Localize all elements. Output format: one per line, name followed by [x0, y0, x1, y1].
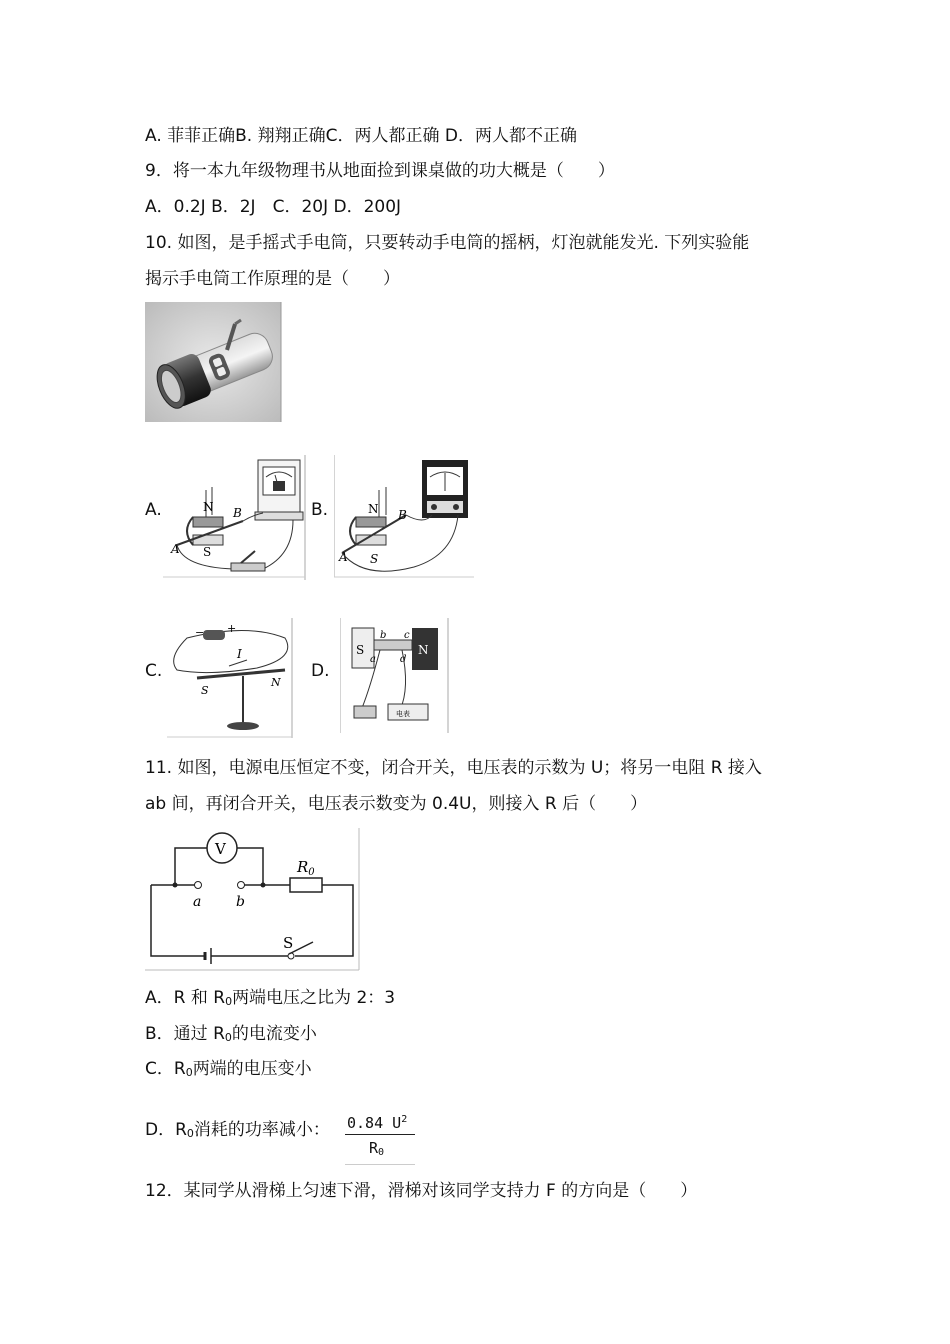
- switch-label: S: [283, 934, 294, 952]
- fig-a-a-label: A: [171, 542, 180, 556]
- q11-option-b: B．通过 $R_0$的电流变小: [145, 1024, 317, 1044]
- q10-figure-d: [340, 618, 452, 736]
- q11-option-c: C．$R_0$两端的电压变小: [145, 1059, 312, 1079]
- flashlight-image: [145, 302, 283, 422]
- q11-stem-line1: 11. 如图，电源电压恒定不变，闭合开关，电压表的示数为 U；将另一电阻 R 接入: [145, 758, 762, 778]
- fraction-denominator-sub: 0: [378, 1147, 385, 1158]
- fig-d-b-label: b: [380, 630, 387, 641]
- fig-d-n-label: N: [418, 643, 429, 657]
- q10-label-c: C.: [145, 661, 163, 681]
- fig-d-d-label: d: [400, 654, 407, 665]
- fig-c-n-label: N: [271, 676, 281, 689]
- q10-label-a: A.: [145, 500, 162, 520]
- terminal-b-label: b: [236, 894, 245, 910]
- fig-b-s-label: S: [370, 552, 379, 566]
- q11-stem-line2: ab 间，再闭合开关，电压表示数变为 0.4U，则接入 R 后（ ）: [145, 794, 648, 814]
- q11-power-fraction: [345, 1110, 419, 1166]
- q10-label-b: B.: [311, 500, 329, 520]
- fig-d-meter-label: 电表: [396, 710, 410, 718]
- svg-text:R0: [296, 858, 315, 878]
- fig-c-minus: −: [195, 626, 205, 639]
- fraction-numerator: 0.84 U: [347, 1114, 402, 1132]
- fig-a-n-label: N: [203, 500, 214, 514]
- q10-stem-line1: 10. 如图，是手摇式手电筒，只要转动手电筒的摇柄，灯泡就能发光. 下列实验能: [145, 233, 750, 253]
- q10-figure-a: [163, 455, 308, 580]
- q10-figure-c: [167, 618, 295, 740]
- terminal-a-label: a: [193, 894, 202, 910]
- resistor-label-sub: 0: [308, 867, 315, 878]
- fig-b-n-label: N: [368, 502, 379, 516]
- q11-circuit-diagram: [145, 828, 361, 972]
- q10-stem-line2: 揭示手电筒工作原理的是（ ）: [145, 269, 400, 289]
- q8-options: A. 菲菲正确B. 翔翔正确C．两人都正确 D．两人都不正确: [145, 126, 577, 146]
- fig-d-c-label: c: [404, 630, 410, 641]
- fig-b-a-label: A: [339, 550, 348, 564]
- fig-d-a-label: a: [370, 654, 376, 665]
- q11-option-d: D．$R_0$消耗的功率减小：: [145, 1120, 330, 1140]
- q9-stem: 9．将一本九年级物理书从地面捡到课桌做的功大概是（ ）: [145, 161, 615, 181]
- fig-b-b-label: B: [398, 508, 407, 522]
- voltmeter-label: V: [215, 840, 226, 858]
- fraction-denominator: R: [369, 1139, 379, 1157]
- fig-a-s-label: S: [203, 545, 212, 559]
- resistor-r0: [290, 878, 322, 892]
- fig-c-plus: +: [227, 622, 237, 635]
- fig-c-current: I: [237, 647, 242, 661]
- q10-label-d: D.: [311, 661, 330, 681]
- fraction-numerator-sup: 2: [401, 1114, 408, 1125]
- q12-stem: 12．某同学从滑梯上匀速下滑，滑梯对该同学支持力 F 的方向是（ ）: [145, 1181, 698, 1201]
- fig-a-b-label: B: [233, 506, 242, 520]
- q11-option-a: A．R 和 $R_0$两端电压之比为 2：3: [145, 988, 396, 1008]
- q10-figure-b: [334, 455, 476, 580]
- resistor-label: R: [297, 858, 309, 876]
- q9-options: A．0.2J B．2J C．20J D．200J: [145, 197, 402, 217]
- fig-c-s-label: S: [201, 684, 209, 697]
- fig-d-s-label: S: [356, 643, 365, 657]
